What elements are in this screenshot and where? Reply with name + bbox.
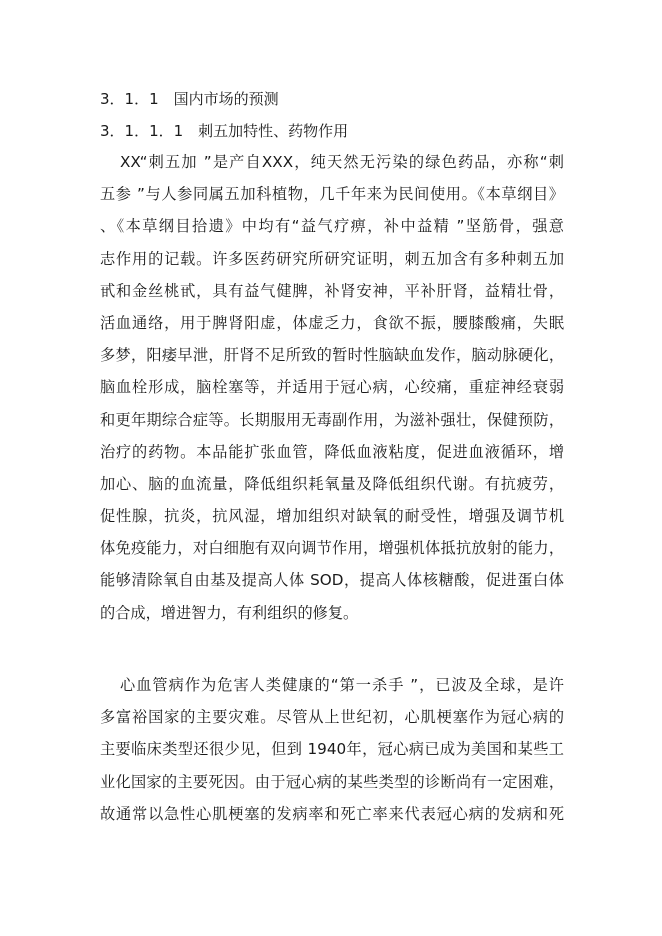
paragraph-cardiovascular-disease <box>100 669 564 830</box>
paragraph-line: 故通常以急性心肌梗塞的发病率和死亡率来代表冠心病的发病和死 <box>100 804 564 823</box>
paragraph-line: 活血通络，用于脾肾阳虚，体虚乏力，食欲不振，腰膝酸痛，失眠 <box>100 313 564 332</box>
paragraph-line: 脑血栓形成，脑栓塞等，并适用于冠心病，心绞痛，重症神经衰弱 <box>100 378 564 397</box>
paragraph-line: 的合成，增进智力，有利组织的修复。 <box>100 603 359 622</box>
paragraph-line: XX“刺五加 ”是产自XXX，纯天然无污染的绿色药品，亦称“刺 <box>120 153 564 171</box>
paragraph-line: 能够清除氧自由基及提高人体 SOD，提高人体核糖酸，促进蛋白体 <box>100 571 564 590</box>
paragraph-line: 主要临床类型还很少见，但到 1940年，冠心病已成为美国和某些工 <box>100 740 564 759</box>
paragraph-line: 促性腺，抗炎，抗风湿，增加组织对缺氧的耐受性，增强及调节机 <box>100 507 564 526</box>
section-heading-3-1-1: 3．1．1 国内市场的预测 <box>100 90 279 108</box>
paragraph-line: 业化国家的主要死因。由于冠心病的某些类型的诊断尚有一定困难， <box>100 772 564 791</box>
paragraph-line: 加心、脑的血流量，降低组织耗氧量及降低组织代谢。有抗疲劳， <box>100 474 564 493</box>
paragraph-ciwujia-properties <box>100 146 564 629</box>
section-heading-3-1-1-1: 3．1．1．1 刺五加特性、药物作用 <box>100 122 349 140</box>
paragraph-line: 、《本草纲目拾遗》中均有“益气疗痹，补中益精 ”坚筋骨，强意 <box>100 217 564 236</box>
paragraph-line: 多梦，阳痿早泄，肝肾不足所致的暂时性脑缺血发作，脑动脉硬化， <box>100 346 564 365</box>
paragraph-line: 甙和金丝桃甙，具有益气健脾，补肾安神，平补肝肾，益精壮骨， <box>100 281 564 300</box>
paragraph-line: 体免疫能力，对白细胞有双向调节作用，增强机体抵抗放射的能力， <box>100 539 564 558</box>
paragraph-line: 五参 ”与人参同属五加科植物，几千年来为民间使用。《本草纲目》 <box>100 185 564 204</box>
paragraph-line: 心血管病作为危害人类健康的“第一杀手 ”，已波及全球，是许 <box>120 676 564 694</box>
paragraph-line: 多富裕国家的主要灾难。尽管从上世纪初，心肌梗塞作为冠心病的 <box>100 708 564 727</box>
paragraph-line: 治疗的药物。本品能扩张血管，降低血液粘度，促进血液循环，增 <box>100 442 564 461</box>
paragraph-line: 志作用的记载。许多医药研究所研究证明，刺五加含有多种刺五加 <box>100 249 564 268</box>
paragraph-line: 和更年期综合症等。长期服用无毒副作用，为滋补强壮，保健预防， <box>100 410 564 429</box>
